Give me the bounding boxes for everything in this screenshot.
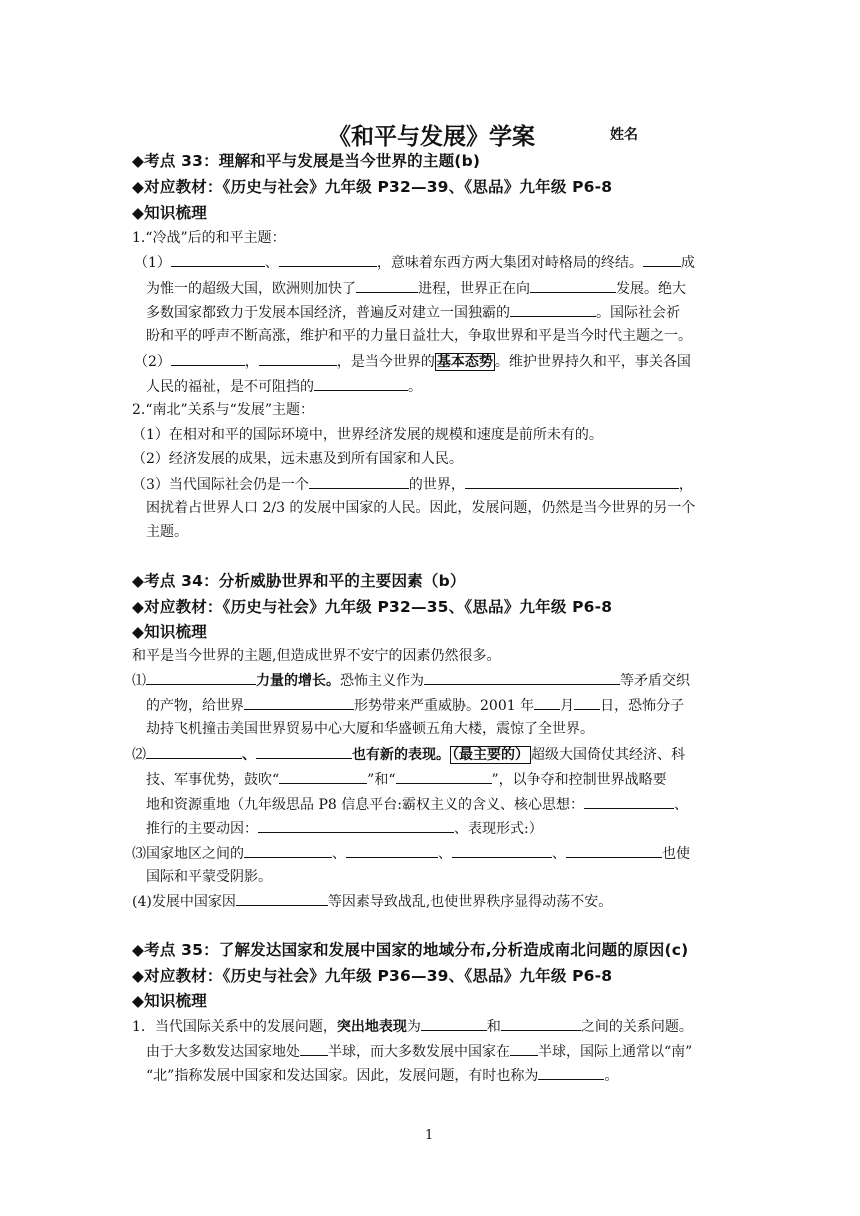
blank[interactable] bbox=[356, 278, 418, 293]
blank[interactable] bbox=[259, 351, 337, 366]
blank[interactable] bbox=[424, 670, 620, 685]
blank[interactable] bbox=[510, 1041, 538, 1056]
blank[interactable] bbox=[421, 1016, 487, 1031]
section33-line: 1.“冷战”后的和平主题： bbox=[132, 230, 286, 246]
section34-line: 国际和平蒙受阴影。 bbox=[146, 869, 272, 885]
blank[interactable] bbox=[244, 843, 332, 858]
section33-line: 多数国家都致力于发展本国经济，普遍反对建立一国独霸的 。国际社会祈 bbox=[146, 302, 680, 323]
blank[interactable] bbox=[584, 794, 674, 809]
page-number: 1 bbox=[425, 1128, 434, 1143]
blank[interactable] bbox=[501, 1016, 581, 1031]
section34-line: 推行的主要动因： 、表现形式:） bbox=[146, 818, 543, 839]
section34-knowledge: ◆知识梳理 bbox=[132, 623, 207, 641]
section35-line: “北”指称发展中国家和发达国家。因此，发展问题，有时也称为 。 bbox=[146, 1065, 618, 1086]
blank[interactable] bbox=[300, 1041, 328, 1056]
section34-textbook: ◆对应教材：《历史与社会》九年级 P32—35、《思品》九年级 P6-8 bbox=[132, 598, 613, 616]
blank[interactable] bbox=[574, 695, 600, 710]
section35-textbook: ◆对应教材：《历史与社会》九年级 P36—39、《思品》九年级 P6-8 bbox=[132, 967, 613, 985]
blank[interactable] bbox=[643, 252, 681, 267]
keyword-box: 基本态势 bbox=[436, 354, 493, 370]
blank[interactable] bbox=[530, 278, 616, 293]
section33-line: 2.“南北”关系与“发展”主题： bbox=[132, 402, 314, 418]
blank[interactable] bbox=[309, 474, 409, 489]
section34-line: 地和资源重地（九年级思品 P8 信息平台:霸权主义的含义、核心思想： 、 bbox=[146, 794, 688, 815]
blank[interactable] bbox=[279, 769, 367, 784]
blank[interactable] bbox=[538, 1065, 604, 1080]
blank[interactable] bbox=[256, 744, 352, 759]
section34-line: ⑴ 力量的增长。恐怖主义作为 等矛盾交织 bbox=[132, 670, 690, 691]
blank[interactable] bbox=[566, 843, 662, 858]
section34-line: (4)发展中国家因 等因素导致战乱,也使世界秩序显得动荡不安。 bbox=[132, 891, 612, 912]
blank[interactable] bbox=[534, 695, 560, 710]
blank[interactable] bbox=[146, 744, 242, 759]
section33-line: 人民的福祉，是不可阻挡的 。 bbox=[146, 376, 422, 397]
blank[interactable] bbox=[258, 818, 454, 833]
section33-line: （2）经济发展的成果，远未惠及到所有国家和人民。 bbox=[132, 451, 463, 467]
section33-line: 为惟一的超级大国，欧洲则加快了 进程，世界正在向 发展。绝大 bbox=[146, 278, 686, 299]
section34-heading: ◆考点 34：分析威胁世界和平的主要因素（b） bbox=[132, 572, 466, 590]
keyword-box: （最主要的） bbox=[452, 747, 529, 763]
section34-line: 劫持飞机撞击美国世界贸易中心大厦和华盛顿五角大楼，震惊了全世界。 bbox=[146, 721, 594, 737]
section35-line: 1．当代国际关系中的发展问题，突出地表现为 和 之间的关系问题。 bbox=[132, 1016, 693, 1037]
page-title: 《和平与发展》学案 bbox=[328, 124, 535, 150]
section33-line: 困扰着占世界人口 2/3 的发展中国家的人民。因此，发展问题，仍然是当今世界的另一个 bbox=[146, 500, 696, 516]
blank[interactable] bbox=[510, 302, 596, 317]
blank[interactable] bbox=[314, 376, 408, 391]
section33-line: （3）当代国际社会仍是一个 的世界， ， bbox=[132, 474, 693, 495]
section33-textbook: ◆对应教材：《历史与社会》九年级 P32—39、《思品》九年级 P6-8 bbox=[132, 178, 613, 196]
section33-knowledge: ◆知识梳理 bbox=[132, 204, 207, 222]
section33-line: 盼和平的呼声不断高涨，维护和平的力量日益壮大，争取世界和平是当今时代主题之一。 bbox=[146, 328, 692, 344]
blank[interactable] bbox=[346, 843, 438, 858]
blank[interactable] bbox=[452, 843, 552, 858]
blank[interactable] bbox=[396, 769, 492, 784]
blank[interactable] bbox=[244, 695, 354, 710]
blank[interactable] bbox=[171, 252, 265, 267]
section35-line: 由于大多数发达国家地处 半球，而大多数发展中国家在 半球，国际上通常以“南” bbox=[146, 1041, 692, 1062]
section33-line: （2） ， ，是当今世界的 基本态势 。维护世界持久和平，事关各国 bbox=[134, 351, 691, 372]
blank[interactable] bbox=[171, 351, 245, 366]
section33-line: （1） 、 ，意味着东西方两大集团对峙格局的终结。 成 bbox=[134, 252, 695, 273]
section33-line: （1）在相对和平的国际环境中，世界经济发展的规模和速度是前所未有的。 bbox=[132, 427, 603, 443]
blank[interactable] bbox=[236, 891, 328, 906]
section35-knowledge: ◆知识梳理 bbox=[132, 992, 207, 1010]
section34-line: 技、军事优势，鼓吹“ ”和“ ”，以争夺和控制世界战略要 bbox=[146, 769, 667, 790]
section34-line: ⑵ 、 也有新的表现。 （最主要的） 超级大国倚仗其经济、科 bbox=[132, 744, 685, 765]
name-label: 姓名 bbox=[610, 127, 638, 143]
section33-heading: ◆考点 33：理解和平与发展是当今世界的主题(b) bbox=[132, 152, 481, 170]
blank[interactable] bbox=[146, 670, 256, 685]
section34-line: 和平是当今世界的主题,但造成世界不安宁的因素仍然很多。 bbox=[132, 648, 501, 664]
blank[interactable] bbox=[279, 252, 377, 267]
section34-line: 的产物，给世界 形势带来严重威胁。2001 年 月 日，恐怖分子 bbox=[146, 695, 684, 716]
section33-line: 主题。 bbox=[146, 524, 188, 540]
section34-line: ⑶国家地区之间的 、 、 、 也使 bbox=[132, 843, 690, 864]
blank[interactable] bbox=[465, 474, 679, 489]
section35-heading: ◆考点 35：了解发达国家和发展中国家的地域分布,分析造成南北问题的原因(c) bbox=[132, 941, 689, 959]
